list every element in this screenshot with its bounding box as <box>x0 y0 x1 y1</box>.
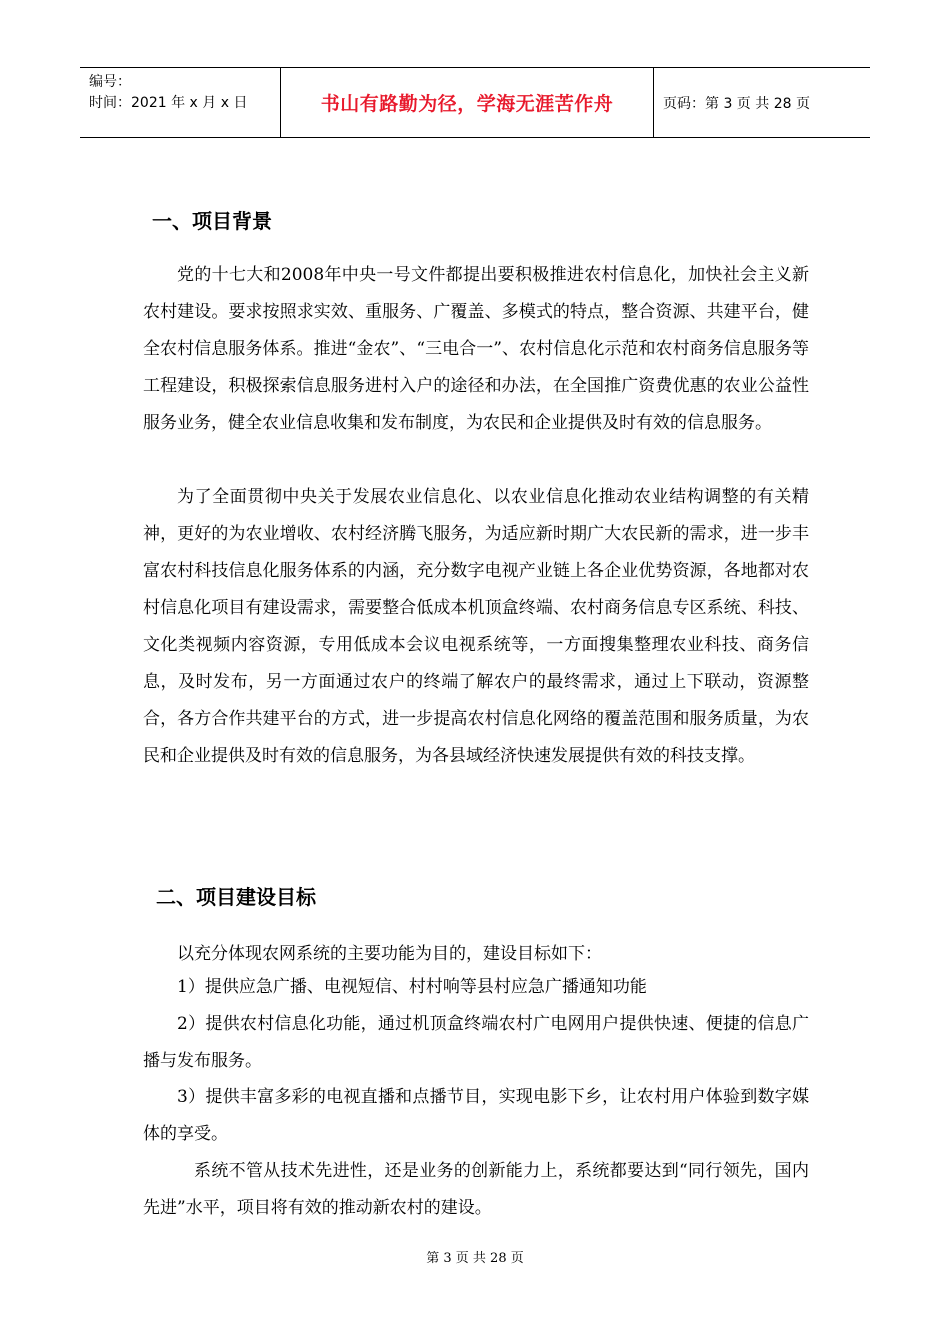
document-number-label: 编号： <box>89 74 131 90</box>
header-info-cell <box>80 68 281 137</box>
document-date-label: 时间：2021 年 x 月 x 日 <box>89 95 248 111</box>
paragraph-background-2: 为了全面贯彻中央关于发展农业信息化、以农业信息化推动农业结构调整的有关精神，更好的为农业增收、农村经济腾飞服务，为适应新时期广大农民新的需求，进一步丰富农村科技信息化服务体系的内涵，充分数字电视产业链上各企业优势资源，各地都对农村信息化项目有建设需求，需要整合低成本机顶盒终端、农村商务信息专区系统、科技、文化类视频内容资源，专用低成本会议电视系统等，一方面搜集整理农业科技、商务信息，及时发布，另一方面通过农户的终端了解农户的最终需求，通过上下联动，资源整合，各方合作共建平台的方式，进一步提高农村信息化网络的覆盖范围和服务质量，为农民和企业提供及时有效的信息服务，为各县域经济快速发展提供有效的科技支撑。 <box>143 487 809 766</box>
paragraph-goals-intro: 以充分体现农网系统的主要功能为目的，建设目标如下： <box>177 944 602 964</box>
section-heading-background: 一、项目背景 <box>152 209 272 233</box>
page-header <box>80 67 870 138</box>
header-motto: 书山有路勤为径，学海无涯苦作舟 <box>281 68 654 137</box>
paragraph-background-1: 党的十七大和2008年中央一号文件都提出要积极推进农村信息化，加快社会主义新农村建设。要求按照求实效、重服务、广覆盖、多模式的特点，整合资源、共建平台，健全农村信息服务体系。推进“金农”、“三电合一”、农村信息化示范和农村商务信息服务等工程建设，积极探索信息服务进村入户的途径和办法，在全国推广资费优惠的农业公益性服务业务，健全农业信息收集和发布制度，为农民和企业提供及时有效的信息服务。 <box>143 265 809 433</box>
page-footer-number: 第 3 页 共 28 页 <box>426 1251 524 1266</box>
header-page-label: 页码：第 3 页 共 28 页 <box>663 95 810 112</box>
list-item-goal-2: 2）提供农村信息化功能，通过机顶盒终端农村广电网用户提供快速、便捷的信息广播与发布服务。 <box>143 1014 809 1071</box>
section-heading-goals: 二、项目建设目标 <box>156 885 316 909</box>
list-item-goal-1: 1）提供应急广播、电视短信、村村响等县村应急广播通知功能 <box>177 977 647 997</box>
list-item-goal-3: 3）提供丰富多彩的电视直播和点播节目，实现电影下乡，让农村用户体验到数字媒体的享受。 <box>143 1087 809 1144</box>
paragraph-goals-closing: 系统不管从技术先进性，还是业务的创新能力上，系统都要达到“同行领先，国内先进”水平，项目将有效的推动新农村的建设。 <box>143 1161 809 1218</box>
